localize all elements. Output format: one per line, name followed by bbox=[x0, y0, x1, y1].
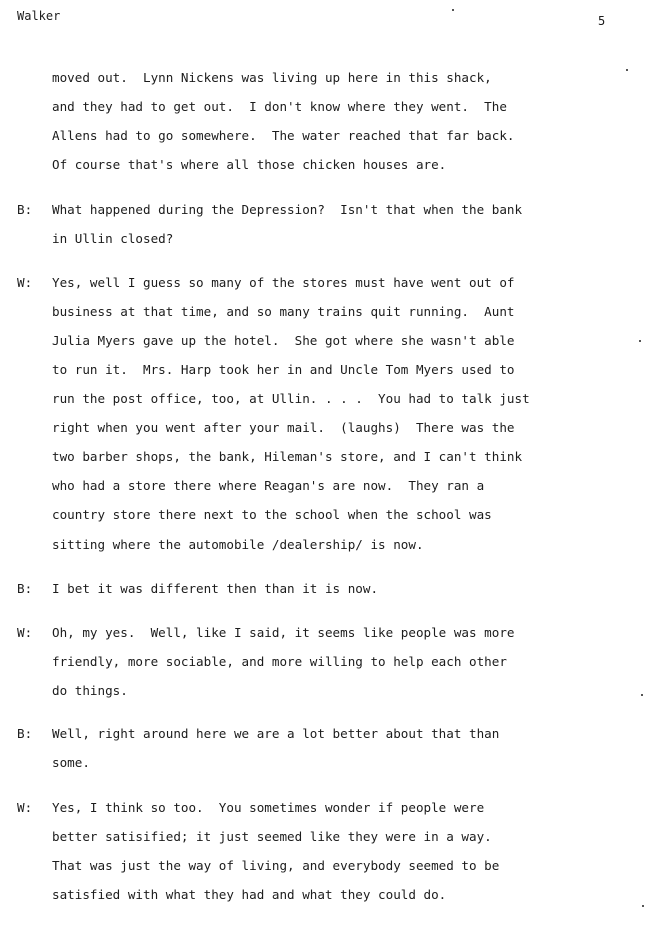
transcript-line: who had a store there where Reagan's are now. They ran a bbox=[52, 478, 485, 493]
scan-speck bbox=[642, 905, 644, 907]
speaker-label: W: bbox=[17, 625, 33, 640]
transcript-line: right when you went after your mail. (laughs) There was the bbox=[52, 420, 515, 435]
header-interviewee-name: Walker bbox=[17, 9, 61, 23]
transcript-line: do things. bbox=[52, 683, 128, 698]
transcript-line: satisfied with what they had and what they could do. bbox=[52, 887, 447, 902]
speaker-label: W: bbox=[17, 275, 33, 290]
transcript-line: Oh, my yes. Well, like I said, it seems like people was more bbox=[52, 625, 515, 640]
transcript-line: friendly, more sociable, and more willing to help each other bbox=[52, 654, 507, 669]
transcript-line: Julia Myers gave up the hotel. She got where she wasn't able bbox=[52, 333, 515, 348]
speaker-label: B: bbox=[17, 726, 33, 741]
transcript-line: some. bbox=[52, 755, 90, 770]
transcript-line: Yes, well I guess so many of the stores must have went out of bbox=[52, 275, 515, 290]
transcript-line: Yes, I think so too. You sometimes wonder if people were bbox=[52, 800, 485, 815]
transcript-line: Of course that's where all those chicken houses are. bbox=[52, 157, 447, 172]
speaker-label: B: bbox=[17, 202, 33, 217]
transcript-line: country store there next to the school when the school was bbox=[52, 507, 492, 522]
transcript-line: in Ullin closed? bbox=[52, 231, 174, 246]
transcript-line: That was just the way of living, and everybody seemed to be bbox=[52, 858, 500, 873]
transcript-line: and they had to get out. I don't know where they went. The bbox=[52, 99, 507, 114]
transcript-line: two barber shops, the bank, Hileman's store, and I can't think bbox=[52, 449, 523, 464]
transcript-line: What happened during the Depression? Isn't that when the bank bbox=[52, 202, 523, 217]
page-number: 5 bbox=[598, 14, 606, 28]
speaker-label: B: bbox=[17, 581, 33, 596]
transcript-line: business at that time, and so many trains quit running. Aunt bbox=[52, 304, 515, 319]
transcript-line: Well, right around here we are a lot better about that than bbox=[52, 726, 500, 741]
transcript-line: sitting where the automobile /dealership/ is now. bbox=[52, 537, 424, 552]
scan-speck bbox=[639, 340, 641, 342]
scan-speck bbox=[452, 9, 454, 11]
scan-speck bbox=[626, 69, 628, 71]
transcript-line: moved out. Lynn Nickens was living up here in this shack, bbox=[52, 70, 492, 85]
transcript-line: to run it. Mrs. Harp took her in and Uncle Tom Myers used to bbox=[52, 362, 515, 377]
speaker-label: W: bbox=[17, 800, 33, 815]
scan-speck bbox=[641, 694, 643, 696]
transcript-line: run the post office, too, at Ullin. . . . You had to talk just bbox=[52, 391, 530, 406]
transcript-line: better satisified; it just seemed like they were in a way. bbox=[52, 829, 492, 844]
transcript-line: I bet it was different then than it is now. bbox=[52, 581, 379, 596]
transcript-line: Allens had to go somewhere. The water reached that far back. bbox=[52, 128, 515, 143]
